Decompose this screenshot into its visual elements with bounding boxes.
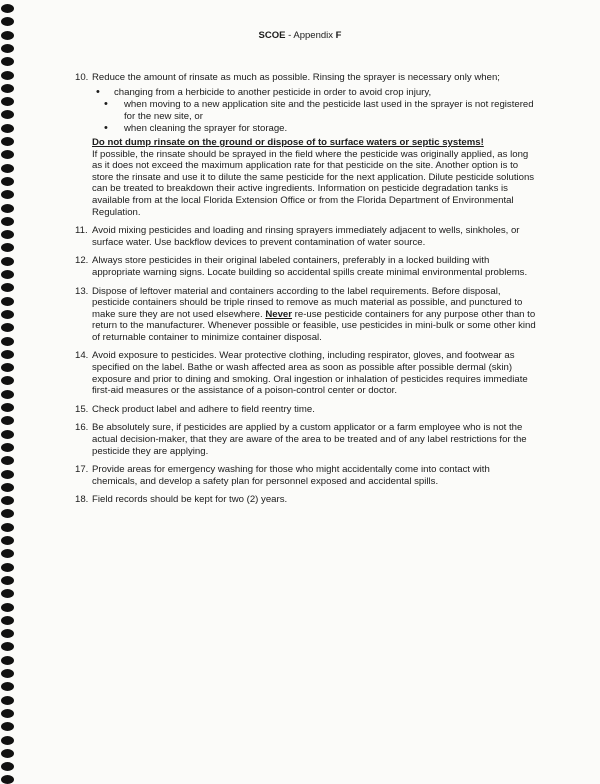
header-dash: -: [285, 30, 294, 41]
binding-hole: [1, 137, 14, 146]
item-number: 11.: [75, 225, 88, 237]
item-text: [92, 286, 537, 344]
binding-hole: [1, 736, 14, 745]
binding-hole: [1, 84, 14, 93]
list-item-18: [75, 494, 537, 506]
binding-hole: [1, 124, 14, 133]
binding-hole: [1, 762, 14, 771]
binding-hole: [1, 17, 14, 26]
binding-hole: [1, 230, 14, 239]
binding-hole: [1, 97, 14, 106]
bullet-item: • when moving to a new application site and the pesticide last used in the sprayer is not registered for the new site, or: [92, 99, 537, 122]
item-number: 10.: [75, 72, 89, 83]
binding-hole: [1, 150, 14, 159]
binding-hole: [1, 616, 14, 625]
header-prefix: SCOE: [258, 30, 286, 41]
binding-hole: [1, 44, 14, 53]
binding-hole: [1, 376, 14, 385]
item-number: 17.: [75, 464, 89, 476]
binding-hole: [1, 270, 14, 279]
list-item-12: [75, 255, 537, 278]
binding-hole: [1, 722, 14, 731]
item-text-part: re-use pesticide containers for any purpose other than to return to the manufacturer. Whenever possible or feasible, use pesticides in mini-bulk or some other kind of returnable container to minimize container disposal.: [92, 308, 536, 343]
item-number: 13.: [75, 285, 89, 297]
binding-hole: [1, 390, 14, 399]
list-item-15: [75, 404, 537, 416]
binding-hole: [1, 483, 14, 492]
item-number: 15.: [75, 403, 89, 415]
binding-hole: [1, 496, 14, 505]
binding-hole: [1, 696, 14, 705]
binding-hole: [1, 536, 14, 545]
document-body: [75, 72, 537, 513]
binding-hole: [1, 576, 14, 585]
binding-hole: [1, 323, 14, 332]
binding-hole: [1, 443, 14, 452]
binding-hole: [1, 57, 14, 66]
binding-hole: [1, 190, 14, 199]
item-text: Provide areas for emergency washing for those who might accidentally come into contact with chemicals, and develop a safety plan for personnel exposed and accidental spills.: [92, 464, 490, 487]
binding-hole: [1, 217, 14, 226]
item-text: Be absolutely sure, if pesticides are applied by a custom applicator or a farm employee who is not the actual decision-maker, that they are aware of the area to be treated and of any label restrictions for the pesticide they are applying.: [92, 422, 527, 457]
item-text: Reduce the amount of rinsate as much as possible. Rinsing the sprayer is necessary only when;: [92, 72, 500, 83]
binding-hole: [1, 642, 14, 651]
binding-hole: [1, 509, 14, 518]
binding-hole: [1, 350, 14, 359]
page-header: [0, 30, 600, 41]
bullet-item: • when cleaning the sprayer for storage.: [92, 123, 537, 135]
binding-hole: [1, 337, 14, 346]
binding-hole: [1, 283, 14, 292]
list-item-11: [75, 225, 537, 248]
list-item-13: [75, 286, 537, 344]
binding-hole: [1, 470, 14, 479]
binding-hole: [1, 363, 14, 372]
binding-hole: [1, 243, 14, 252]
binding-hole: [1, 589, 14, 598]
item-text: Avoid exposure to pesticides. Wear protective clothing, including respirator, gloves, and footwear as specified on the label. Bathe or wash affected area as soon as possible after possible dermal (skin) exposure and prior to dining and smoking. Oral ingestion or inhalation of pesticides requires immediate first-aid measures or the assistance of a poison-control center or doctor.: [92, 350, 528, 397]
binding-hole: [1, 549, 14, 558]
binding-hole: [1, 709, 14, 718]
item-text: Always store pesticides in their original labeled containers, preferably in a locked building with appropriate warning signs. Locate building so accidental spills create minimal environmental problems.: [92, 255, 528, 278]
header-label: Appendix: [293, 30, 336, 41]
list-item-14: [75, 350, 537, 396]
rinsate-warning: Do not dump rinsate on the ground or dispose of to surface waters or septic systems!: [92, 136, 484, 148]
bullet-list: [92, 87, 537, 135]
binding-hole: [1, 775, 14, 784]
list-item-17: [75, 464, 537, 487]
binding-hole: [1, 603, 14, 612]
binding-hole: [1, 430, 14, 439]
binding-hole: [1, 749, 14, 758]
bullet-item: • changing from a herbicide to another pesticide in order to avoid crop injury,: [92, 87, 537, 99]
binding-hole: [1, 71, 14, 80]
list-item-16: [75, 422, 537, 457]
binding-hole: [1, 110, 14, 119]
item-text-continued: If possible, the rinsate should be sprayed in the field where the pesticide was originally applied, as long as it does not exceed the maximum application rate for that pesticide on the site. Another option is to store the rinsate and use it to dilute the same pesticide for the next application. Dilute pesticide solutions can be treated to breakdown their active ingredients. Information on pesticide degradation tanks is available from at the local Florida Extension Office or from the Florida Department of Environmental Regulation.: [92, 148, 535, 218]
binding-hole: [1, 310, 14, 319]
never-emphasis: Never: [265, 308, 292, 320]
header-letter: F: [335, 30, 342, 41]
binding-hole: [1, 456, 14, 465]
binding-hole: [1, 682, 14, 691]
item-number: 16.: [75, 422, 89, 434]
list-item-10: [75, 72, 537, 218]
binding-hole: [1, 204, 14, 213]
binding-hole: [1, 416, 14, 425]
binding-hole: [1, 4, 14, 13]
spiral-binding-holes: [0, 0, 20, 784]
item-number: 18.: [75, 494, 89, 506]
item-text: Field records should be kept for two (2) years.: [92, 494, 288, 506]
binding-hole: [1, 297, 14, 306]
binding-hole: [1, 403, 14, 412]
binding-hole: [1, 563, 14, 572]
binding-hole: [1, 656, 14, 665]
item-text: Avoid mixing pesticides and loading and rinsing sprayers immediately adjacent to wells, sinkholes, or surface water. Use backflow devices to prevent contamination of water source.: [92, 225, 520, 248]
item-number: 14.: [75, 350, 89, 362]
binding-hole: [1, 164, 14, 173]
item-text: Check product label and adhere to field reentry time.: [92, 403, 315, 415]
binding-hole: [1, 629, 14, 638]
binding-hole: [1, 669, 14, 678]
item-number: 12.: [75, 255, 89, 267]
binding-hole: [1, 523, 14, 532]
item-text-part: Dispose of leftover material and containers according to the label requirements. Before disposal, pesticide containers should be triple rinsed to remove as much material as possible, and punctured to make sure they are not used elsewhere.: [92, 285, 523, 320]
binding-hole: [1, 257, 14, 266]
binding-hole: [1, 177, 14, 186]
